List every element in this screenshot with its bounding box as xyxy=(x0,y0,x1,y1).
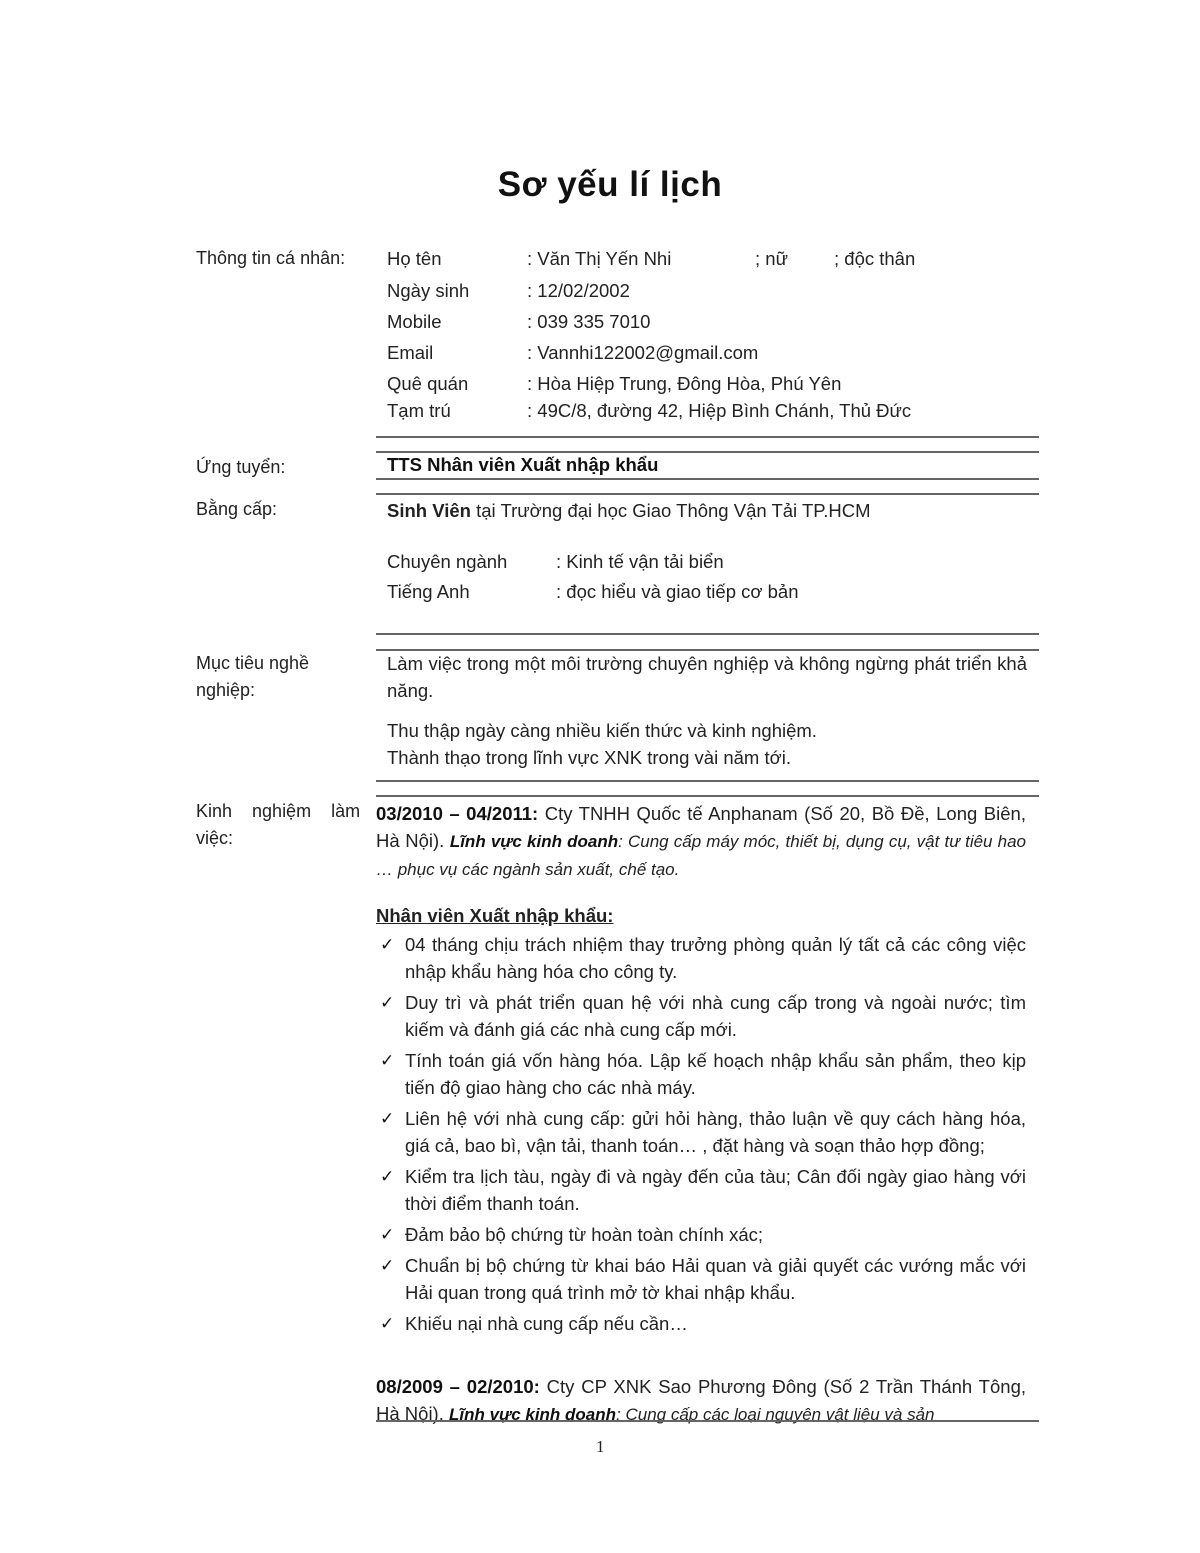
duty-text: Duy trì và phát triển quan hệ với nhà cung cấp trong và ngoài nước; tìm kiếm và đánh giá các nhà cung cấp mới. xyxy=(405,992,1026,1040)
page-number: 1 xyxy=(596,1437,605,1456)
divider xyxy=(376,780,1039,782)
check-icon: ✓ xyxy=(380,1109,395,1128)
check-icon: ✓ xyxy=(380,1256,395,1275)
check-icon: ✓ xyxy=(380,1051,395,1070)
personal-value-address: : 49C/8, đường 42, Hiệp Bình Chánh, Thủ Đức xyxy=(527,400,912,421)
check-icon: ✓ xyxy=(380,935,395,954)
personal-value-hometown: : Hòa Hiệp Trung, Đông Hòa, Phú Yên xyxy=(527,373,842,394)
duty-text: 04 tháng chịu trách nhiệm thay trưởng phòng quản lý tất cả các công việc nhập khẩu hàng hóa cho công ty. xyxy=(405,934,1026,982)
degree-status: Sinh Viên xyxy=(387,500,471,521)
personal-label-address: Tạm trú xyxy=(387,400,451,421)
page-title: Sơ yếu lí lịch xyxy=(497,165,723,204)
job1-field-label: Lĩnh vực kinh doanh xyxy=(449,832,619,851)
objective-line-2: Thành thạo trong lĩnh vực XNK trong vài năm tới. xyxy=(387,747,791,768)
job2-period: 08/2009 – 02/2010: xyxy=(376,1376,540,1397)
divider xyxy=(376,795,1039,797)
check-icon: ✓ xyxy=(380,993,395,1012)
job2-field-label: Lĩnh vực kinh doanh xyxy=(449,1405,617,1424)
check-icon: ✓ xyxy=(380,1225,395,1244)
check-icon: ✓ xyxy=(380,1167,395,1186)
job1-summary xyxy=(376,800,1026,883)
list-item xyxy=(376,1047,1026,1101)
duty-text: Khiếu nại nhà cung cấp nếu cần… xyxy=(405,1313,688,1334)
section-label-personal: Thông tin cá nhân: xyxy=(196,248,346,268)
list-item xyxy=(376,1310,1026,1337)
divider xyxy=(376,633,1039,635)
duty-text: Kiểm tra lịch tàu, ngày đi và ngày đến của tàu; Cân đối ngày giao hàng với thời điểm thanh toán. xyxy=(405,1166,1026,1214)
list-item xyxy=(376,989,1026,1043)
personal-label-hometown: Quê quán xyxy=(387,373,469,394)
check-icon: ✓ xyxy=(380,1314,395,1333)
degree-label-major: Chuyên ngành xyxy=(387,551,508,572)
apply-position: TTS Nhân viên Xuất nhập khẩu xyxy=(387,454,659,475)
degree-line xyxy=(387,500,871,522)
personal-label-mobile: Mobile xyxy=(387,311,442,332)
personal-value-mobile: : 039 335 7010 xyxy=(527,311,651,332)
duty-text: Chuẩn bị bộ chứng từ khai báo Hải quan và giải quyết các vướng mắc với Hải quan trong quá trình mở tờ khai nhập khẩu. xyxy=(405,1255,1026,1303)
personal-value-name: : Văn Thị Yến Nhi xyxy=(527,248,672,269)
section-label-experience xyxy=(196,798,364,852)
list-item xyxy=(376,1221,1026,1248)
section-label-experience-line2: việc: xyxy=(196,828,234,848)
degree-label-english: Tiếng Anh xyxy=(387,581,470,602)
section-label-objective xyxy=(196,650,309,704)
divider xyxy=(376,478,1039,480)
personal-value-dob: : 12/02/2002 xyxy=(527,280,630,301)
degree-value-major: : Kinh tế vận tải biển xyxy=(556,551,724,572)
job2-summary xyxy=(376,1373,1026,1427)
objective-para-1: Làm việc trong một môi trường chuyên nghiệp và không ngừng phát triển khả năng. xyxy=(387,653,1027,701)
duty-list xyxy=(376,931,1026,1337)
section-label-degree: Bằng cấp: xyxy=(196,499,278,519)
divider xyxy=(376,436,1039,438)
job1-role: Nhân viên Xuất nhập khẩu: xyxy=(376,905,614,926)
section-label-objective-line1: Mục tiêu nghề xyxy=(196,653,310,673)
job1-company: Cty TNHH Quốc tế Anphanam (Số 20, Bồ Đề, Long Biên, Hà Nội). xyxy=(376,803,1026,851)
personal-marital: ; độc thân xyxy=(834,248,916,269)
list-item xyxy=(376,1163,1026,1217)
personal-label-dob: Ngày sinh xyxy=(387,280,470,301)
section-label-objective-line2: nghiệp: xyxy=(196,680,256,700)
list-item xyxy=(376,931,1026,985)
duty-text: Đảm bảo bộ chứng từ hoàn toàn chính xác; xyxy=(405,1224,763,1245)
personal-label-email: Email xyxy=(387,342,434,363)
job1-field-desc: : Cung cấp máy móc, thiết bị, dụng cụ, vật tư tiêu hao … phục vụ các ngành sản xuất, chế tạo. xyxy=(376,832,1027,879)
list-item xyxy=(376,1105,1026,1159)
degree-value-english: : đọc hiểu và giao tiếp cơ bản xyxy=(556,581,799,602)
job1-period: 03/2010 – 04/2011: xyxy=(376,803,539,824)
section-label-apply: Ứng tuyển: xyxy=(196,457,286,477)
job1-duties xyxy=(376,902,1026,1341)
divider xyxy=(376,493,1039,495)
section-label-experience-line1: Kinh nghiệm làm xyxy=(196,801,361,821)
duty-text: Tính toán giá vốn hàng hóa. Lập kế hoạch nhập khẩu sản phẩm, theo kịp tiến độ giao hàng cho các nhà máy. xyxy=(405,1050,1026,1098)
job2-company: Cty CP XNK Sao Phương Đông (Số 2 Trần Thánh Tông, Hà Nội). xyxy=(376,1376,1026,1424)
objective-para-2 xyxy=(387,717,1027,771)
job2-field-desc: : Cung cấp các loại nguyên vật liệu và sản xyxy=(616,1405,935,1424)
personal-gender: ; nữ xyxy=(755,248,788,269)
objective-line-1: Thu thập ngày càng nhiều kiến thức và kinh nghiệm. xyxy=(387,720,817,741)
list-item xyxy=(376,1252,1026,1306)
divider xyxy=(376,451,1039,453)
divider xyxy=(376,1420,1039,1422)
duty-text: Liên hệ với nhà cung cấp: gửi hỏi hàng, thảo luận về quy cách hàng hóa, giá cả, bao bì, vận tải, thanh toán… , đặt hàng và soạn thảo hợp đồng; xyxy=(405,1108,1026,1156)
personal-label-name: Họ tên xyxy=(387,248,442,269)
degree-school: tại Trường đại học Giao Thông Vận Tải TP.HCM xyxy=(470,500,871,521)
personal-value-email: : Vannhi122002@gmail.com xyxy=(527,342,759,363)
